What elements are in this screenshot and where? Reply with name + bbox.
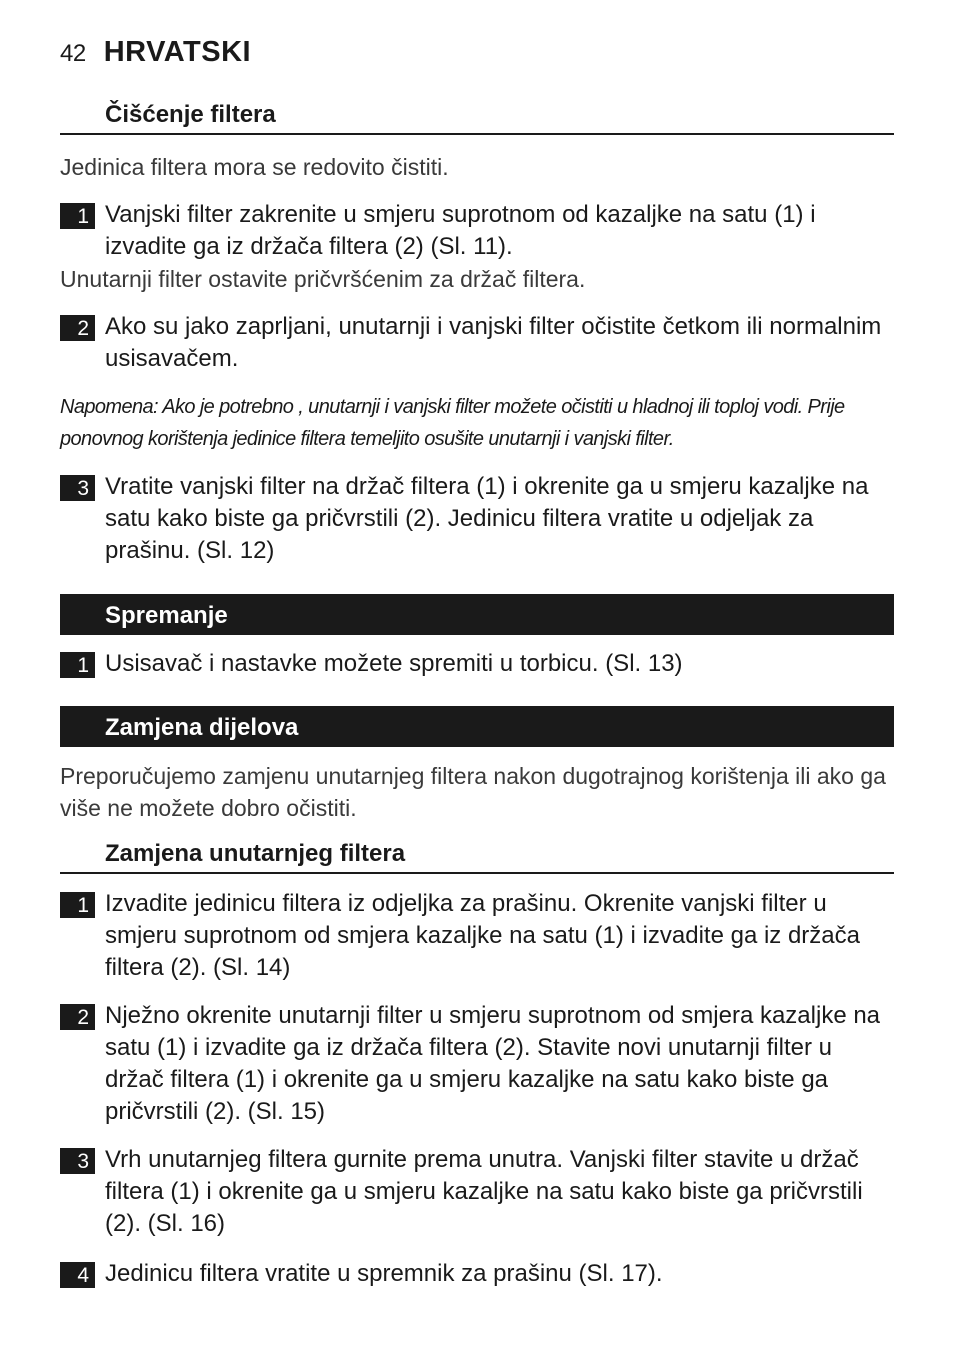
replacement-intro: Preporučujemo zamjenu unutarnjeg filtera nakon dugotrajnog korištenja ili ako ga više ne možete dobro očistiti. xyxy=(60,763,886,821)
step-text: Usisavač i nastavke možete spremiti u torbicu. (Sl. 13) xyxy=(105,650,683,677)
step-text: Vratite vanjski filter na držač filtera (1) i okrenite ga u smjeru kazaljke na satu kako biste ga pričvrstili (2). Jedinicu filtera vratite u odjeljak za prašinu. (Sl. 12) xyxy=(105,473,869,564)
replacement-step-4 xyxy=(60,1258,896,1290)
replacement-step-1 xyxy=(60,888,896,984)
step-text: Jedinicu filtera vratite u spremnik za prašinu (Sl. 17). xyxy=(105,1260,663,1287)
step-text: Ako su jako zaprljani, unutarnji i vanjski filter očistite četkom ili normalnim usisavačem. xyxy=(105,313,882,372)
cleaning-step-1 xyxy=(60,199,896,263)
page-header xyxy=(60,36,251,72)
section-title-storage: Spremanje xyxy=(60,594,894,635)
step-number-badge: 4 xyxy=(60,1262,95,1288)
cleaning-step-1-note: Unutarnji filter ostavite pričvršćenim za držač filtera. xyxy=(60,266,586,292)
cleaning-note: Napomena: Ako je potrebno , unutarnji i vanjski filter možete očistiti u hladnoj ili toploj vodi. Prije ponovnog korištenja jedinice filtera temeljito osušite unutarnji i vanjski filter. xyxy=(60,396,845,450)
step-text: Nježno okrenite unutarnji filter u smjeru suprotnom od smjera kazaljke na satu (1) i izvadite ga iz držača filtera (2). Stavite novi unutarnji filter u držač filtera (1) i okrenite ga u smjeru kazaljke na satu kako biste ga pričvrstili (2). (Sl. 15) xyxy=(105,1002,881,1125)
step-text: Vanjski filter zakrenite u smjeru suprotnom od kazaljke na satu (1) i izvadite ga iz držača filtera (2) (Sl. 11). xyxy=(105,201,816,260)
storage-step-1 xyxy=(60,648,896,680)
subsection-title-inner-filter: Zamjena unutarnjeg filtera xyxy=(60,840,894,874)
cleaning-intro: Jedinica filtera mora se redovito čistiti. xyxy=(60,154,449,180)
cleaning-step-3 xyxy=(60,471,896,567)
step-number-badge: 3 xyxy=(60,475,95,501)
replacement-step-2 xyxy=(60,1000,896,1128)
replacement-step-3 xyxy=(60,1144,896,1240)
step-number-badge: 2 xyxy=(60,315,95,341)
step-text: Vrh unutarnjeg filtera gurnite prema unutra. Vanjski filter stavite u držač filtera (1) i okrenite ga u smjeru kazaljke na satu kako biste ga pričvrstili (2). (Sl. 16) xyxy=(105,1146,863,1237)
step-number-badge: 1 xyxy=(60,892,95,918)
section-title-cleaning: Čišćenje filtera xyxy=(60,101,894,135)
step-number-badge: 3 xyxy=(60,1148,95,1174)
language-heading: HRVATSKI xyxy=(103,36,252,68)
step-text: Izvadite jedinicu filtera iz odjeljka za prašinu. Okrenite vanjski filter u smjeru suprotnom od smjera kazaljke na satu (1) i izvadite ga iz držača filtera (2). (Sl. 14) xyxy=(105,890,860,981)
step-number-badge: 2 xyxy=(60,1004,95,1030)
section-title-replacement: Zamjena dijelova xyxy=(60,706,894,747)
step-number-badge: 1 xyxy=(60,652,95,678)
step-number-badge: 1 xyxy=(60,203,95,229)
cleaning-step-2 xyxy=(60,311,896,375)
page-number: 42 xyxy=(60,40,86,67)
